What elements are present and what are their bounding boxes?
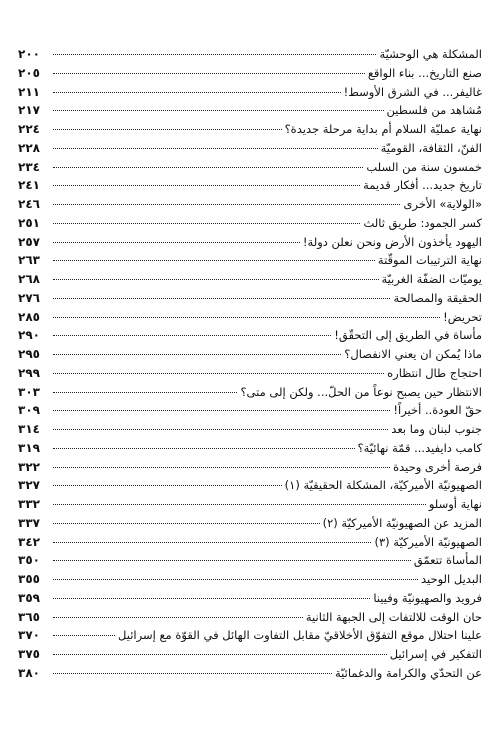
toc-entry bbox=[18, 645, 482, 664]
toc-entry-title: الانتظار حين يصبح نوعاً من الحلّ... ولكن إلى متى؟ bbox=[240, 384, 482, 399]
toc-entry-page-number: ٢١١ bbox=[18, 84, 40, 99]
toc-entry-title: علينا احتلال موقع التفوّق الأخلاقيّ مقابل التفاوت الهائل في القوّة مع إسرائيل bbox=[118, 628, 482, 643]
toc-entry-page-number: ٢٥١ bbox=[18, 215, 40, 230]
toc-entry-title: المزيد عن الصهيونيّة الأميركيّة (٢) bbox=[322, 515, 482, 530]
dot-leader bbox=[53, 654, 387, 655]
toc-entry-title: حان الوقت للالتفات إلى الجبهة الثانية bbox=[305, 609, 482, 624]
toc-entry-title: اليهود يأخذون الأرض ونحن نعلن دولة! bbox=[302, 234, 482, 249]
dot-leader bbox=[53, 485, 282, 486]
toc-entry-title: يوميّات الضفّة الغربيّة bbox=[381, 272, 482, 286]
toc-entry bbox=[18, 120, 482, 139]
toc-entry bbox=[18, 45, 482, 64]
toc-entry bbox=[18, 270, 482, 289]
toc-entry-page-number: ٣٥٠ bbox=[18, 553, 40, 568]
toc-entry bbox=[18, 664, 482, 683]
toc-entry-title: الصهيونيّة الأميركيّة (٣) bbox=[374, 534, 482, 549]
toc-entry-title: الحقيقة والمصالحة bbox=[393, 290, 482, 305]
toc-entry-page-number: ٣٦٥ bbox=[18, 609, 40, 624]
toc-entry-page-number: ٢٥٧ bbox=[18, 234, 40, 249]
dot-leader bbox=[53, 560, 411, 561]
dot-leader bbox=[53, 504, 426, 505]
toc-entry-page-number: ٢٤١ bbox=[18, 178, 40, 193]
dot-leader bbox=[53, 429, 388, 430]
toc-entry-page-number: ٣٢٧ bbox=[18, 478, 40, 493]
toc-entry bbox=[18, 83, 482, 102]
toc-entry-title: غاليفر... في الشرق الأوسط! bbox=[343, 84, 482, 99]
toc-entry-page-number: ٢١٧ bbox=[18, 103, 40, 118]
dot-leader bbox=[53, 542, 371, 543]
dot-leader bbox=[53, 635, 115, 636]
dot-leader bbox=[53, 617, 303, 618]
toc-entry bbox=[18, 476, 482, 495]
dot-leader bbox=[53, 167, 363, 168]
toc-entry bbox=[18, 233, 482, 252]
toc-entry-title: نهاية الترتيبات الموقّتة bbox=[377, 253, 482, 268]
toc-entry bbox=[18, 64, 482, 83]
toc-entry-page-number: ٣٣٧ bbox=[18, 515, 40, 530]
toc-entry-title: صنع التاريخ... بناء الواقع bbox=[367, 65, 482, 80]
dot-leader bbox=[53, 392, 237, 393]
toc-entry bbox=[18, 383, 482, 402]
toc-entry-title: مأساة في الطريق إلى التحقّق! bbox=[334, 328, 482, 343]
toc-entry bbox=[18, 345, 482, 364]
toc-entry-page-number: ٣١٤ bbox=[18, 422, 40, 436]
toc-entry-page-number: ٣١٩ bbox=[18, 440, 40, 455]
dot-leader bbox=[53, 242, 300, 243]
toc-entry-title: تحريض! bbox=[443, 309, 482, 324]
toc-entry bbox=[18, 608, 482, 627]
toc-entry-title: «الولاية» الأخرى bbox=[403, 197, 482, 211]
toc-entry bbox=[18, 551, 482, 570]
toc-entry bbox=[18, 139, 482, 158]
toc-entry-title: مُشاهد من فلسطين bbox=[386, 103, 482, 118]
table-of-contents bbox=[18, 45, 482, 683]
toc-entry bbox=[18, 495, 482, 514]
toc-entry-page-number: ٣٣٢ bbox=[18, 497, 40, 511]
toc-entry-page-number: ٢٠٥ bbox=[18, 65, 40, 80]
toc-entry bbox=[18, 289, 482, 308]
toc-entry-title: التفكير في إسرائيل bbox=[389, 647, 482, 661]
toc-entry-title: نهاية عمليّة السلام أم بداية مرحلة جديدة؟ bbox=[284, 122, 482, 136]
toc-entry bbox=[18, 195, 482, 214]
toc-entry-title: احتجاج طال انتظاره bbox=[387, 365, 482, 380]
toc-entry-title: تاريخ جديد... أفكار قديمة bbox=[363, 178, 482, 193]
toc-entry-title: المشكلة هي الوحشيّة bbox=[379, 47, 482, 61]
toc-entry-page-number: ٣٥٥ bbox=[18, 572, 40, 586]
toc-entry bbox=[18, 439, 482, 458]
dot-leader bbox=[53, 279, 379, 280]
toc-entry-page-number: ٢٦٨ bbox=[18, 272, 40, 286]
toc-entry-page-number: ٣٧٠ bbox=[18, 628, 40, 643]
dot-leader bbox=[53, 148, 378, 149]
toc-entry-title: عن التحدّي والكرامة والدغمائيّة bbox=[335, 665, 482, 680]
toc-entry bbox=[18, 533, 482, 552]
dot-leader bbox=[53, 54, 376, 55]
toc-entry bbox=[18, 458, 482, 477]
toc-entry bbox=[18, 251, 482, 270]
toc-entry-page-number: ٢٢٨ bbox=[18, 140, 40, 155]
toc-entry-page-number: ٢٣٤ bbox=[18, 159, 40, 174]
toc-entry-title: الفنّ، الثقافة، القوميّة bbox=[380, 140, 482, 155]
toc-entry-title: خمسون سنة من السلب bbox=[366, 159, 482, 174]
toc-entry-title: حقّ العودة.. أخيراً! bbox=[393, 403, 482, 418]
toc-entry bbox=[18, 626, 482, 645]
dot-leader bbox=[53, 523, 320, 524]
toc-entry-title: المأساة تتعمّق bbox=[413, 553, 482, 568]
dot-leader bbox=[53, 335, 331, 336]
toc-entry-page-number: ٢٨٥ bbox=[18, 309, 40, 324]
toc-entry-page-number: ٣٤٢ bbox=[18, 534, 40, 549]
toc-entry-page-number: ٢٩٠ bbox=[18, 328, 40, 343]
toc-entry-title: البديل الوحيد bbox=[420, 572, 482, 586]
toc-entry-page-number: ٢٠٠ bbox=[18, 47, 40, 61]
toc-entry bbox=[18, 101, 482, 120]
toc-entry-page-number: ٣٥٩ bbox=[18, 590, 40, 605]
toc-entry-title: كسر الجمود: طريق ثالث bbox=[363, 215, 482, 230]
dot-leader bbox=[53, 110, 384, 111]
toc-entry-title: جنوب لبنان وما بعد bbox=[391, 422, 482, 436]
dot-leader bbox=[53, 373, 384, 374]
toc-entry-title: الصهيونيّة الأميركيّة، المشكلة الحقيقيّة (١) bbox=[284, 478, 482, 493]
dot-leader bbox=[53, 354, 341, 355]
toc-entry bbox=[18, 214, 482, 233]
toc-entry bbox=[18, 158, 482, 177]
toc-entry bbox=[18, 176, 482, 195]
toc-entry-page-number: ٣٨٠ bbox=[18, 665, 40, 680]
toc-entry-title: كامب دايفيد... قمّة نهائيّة؟ bbox=[357, 440, 482, 455]
dot-leader bbox=[53, 129, 282, 130]
toc-entry-page-number: ٢٧٦ bbox=[18, 290, 40, 305]
toc-entry-page-number: ٣٧٥ bbox=[18, 647, 40, 661]
toc-entry bbox=[18, 570, 482, 589]
dot-leader bbox=[53, 260, 375, 261]
toc-entry-page-number: ٢٩٩ bbox=[18, 365, 40, 380]
toc-entry-page-number: ٢٤٦ bbox=[18, 197, 40, 211]
dot-leader bbox=[53, 204, 400, 205]
dot-leader bbox=[53, 673, 332, 674]
toc-entry bbox=[18, 420, 482, 439]
dot-leader bbox=[53, 92, 341, 93]
toc-entry-page-number: ٢٢٤ bbox=[18, 122, 40, 136]
dot-leader bbox=[53, 598, 370, 599]
toc-entry-title: نهاية أوسلو bbox=[428, 497, 482, 511]
toc-entry-page-number: ٣٠٩ bbox=[18, 403, 40, 418]
dot-leader bbox=[53, 448, 355, 449]
toc-entry-title: ماذا يُمكن ان يعني الانفصال؟ bbox=[344, 347, 482, 361]
toc-entry-page-number: ٢٩٥ bbox=[18, 347, 40, 361]
toc-entry-page-number: ٣٢٢ bbox=[18, 459, 40, 474]
dot-leader bbox=[53, 579, 418, 580]
dot-leader bbox=[53, 223, 360, 224]
toc-entry-page-number: ٢٦٣ bbox=[18, 253, 40, 268]
dot-leader bbox=[53, 317, 440, 318]
toc-entry bbox=[18, 514, 482, 533]
dot-leader bbox=[53, 410, 390, 411]
toc-entry-title: فرصة أخرى وحيدة bbox=[393, 459, 482, 474]
toc-entry bbox=[18, 308, 482, 327]
dot-leader bbox=[53, 467, 390, 468]
toc-entry bbox=[18, 326, 482, 345]
dot-leader bbox=[53, 73, 365, 74]
dot-leader bbox=[53, 298, 390, 299]
toc-entry bbox=[18, 401, 482, 420]
toc-entry-page-number: ٣٠٣ bbox=[18, 384, 40, 399]
toc-entry bbox=[18, 364, 482, 383]
toc-entry bbox=[18, 589, 482, 608]
toc-entry-title: فرويد والصهيونيّة وفيينا bbox=[373, 590, 482, 605]
dot-leader bbox=[53, 185, 360, 186]
